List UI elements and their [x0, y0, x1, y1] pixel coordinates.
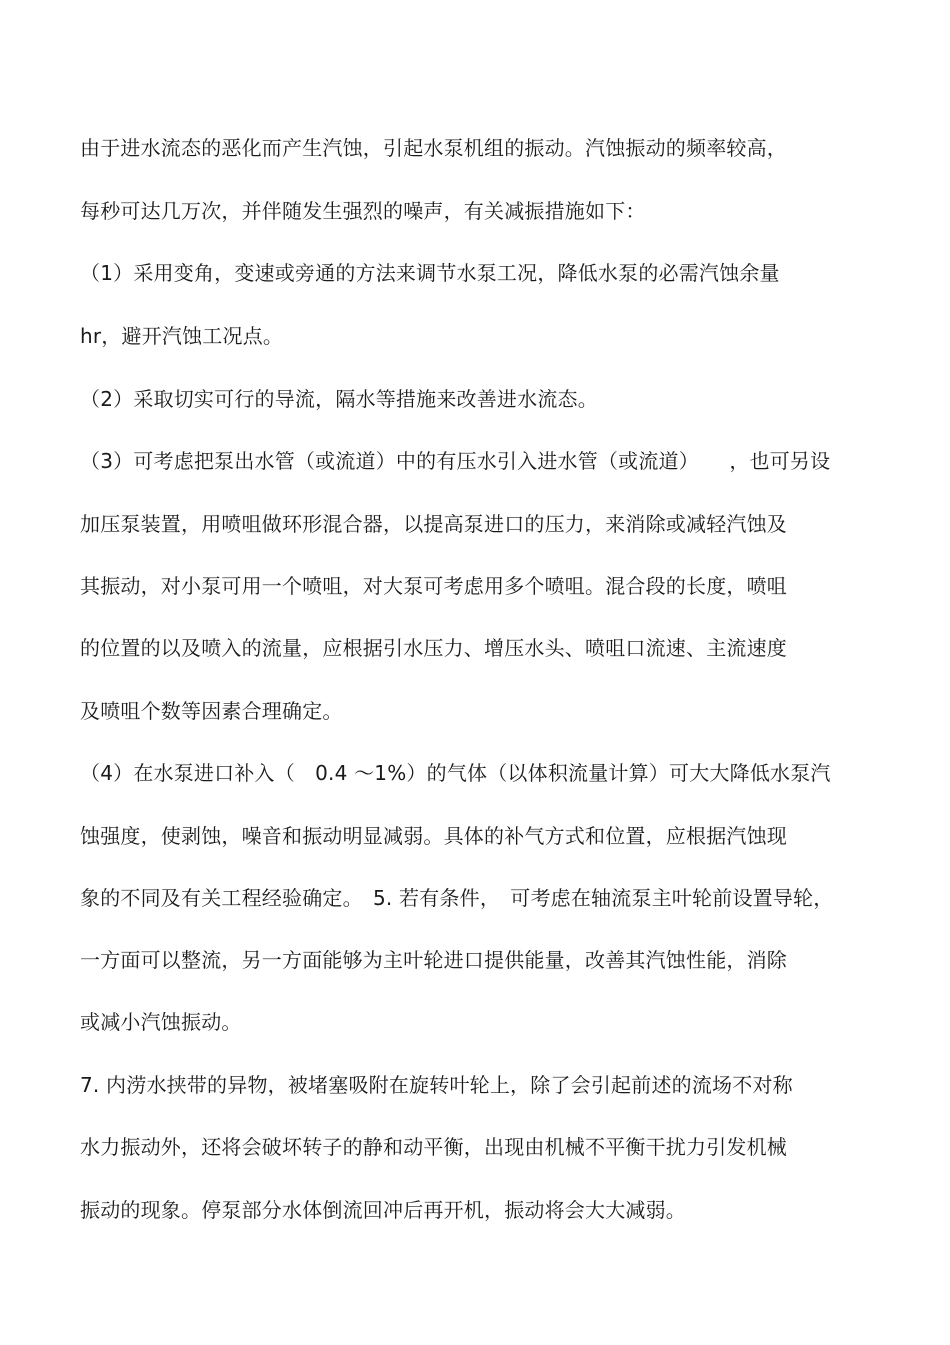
text-line: （2）采取切实可行的导流，隔水等措施来改善进水流态。 — [80, 387, 598, 411]
text-line: 或减小汽蚀振动。 — [80, 1010, 242, 1034]
text-line: （4）在水泵进口补入（ 0.4 ～1%）的气体（以体积流量计算）可大大降低水泵汽 — [80, 761, 831, 785]
text-line: 一方面可以整流，另一方面能够为主叶轮进口提供能量，改善其汽蚀性能，消除 — [80, 948, 787, 972]
text-line: 其振动，对小泵可用一个喷咀，对大泵可考虑用多个喷咀。混合段的长度，喷咀 — [80, 574, 787, 598]
text-line: 7. 内涝水挟带的异物，被堵塞吸附在旋转叶轮上，除了会引起前述的流场不对称 — [80, 1073, 793, 1097]
text-line: 象的不同及有关工程经验确定。 5. 若有条件， 可考虑在轴流泵主叶轮前设置导轮， — [80, 886, 834, 910]
text-line: 的位置的以及喷入的流量，应根据引水压力、增压水头、喷咀口流速、主流速度 — [80, 636, 787, 660]
text-line: 蚀强度，使剥蚀，噪音和振动明显减弱。具体的补气方式和位置，应根据汽蚀现 — [80, 824, 787, 848]
text-line: 及喷咀个数等因素合理确定。 — [80, 699, 343, 723]
text-line: （1）采用变角，变速或旁通的方法来调节水泵工况，降低水泵的必需汽蚀余量 — [80, 261, 780, 285]
text-line: 水力振动外，还将会破坏转子的静和动平衡，出现由机械不平衡干扰力引发机械 — [80, 1135, 787, 1159]
text-line: 每秒可达几万次，并伴随发生强烈的噪声，有关减振措施如下： — [80, 199, 646, 223]
text-line: 加压泵装置，用喷咀做环形混合器，以提高泵进口的压力，来消除或减轻汽蚀及 — [80, 512, 787, 536]
text-line: hr，避开汽蚀工况点。 — [80, 324, 284, 348]
text-line: 振动的现象。停泵部分水体倒流回冲后再开机，振动将会大大减弱。 — [80, 1198, 686, 1222]
text-line: （3）可考虑把泵出水管（或流道）中的有压水引入进水管（或流道） ，也可另设 — [80, 449, 831, 473]
text-line: 由于进水流态的恶化而产生汽蚀，引起水泵机组的振动。汽蚀振动的频率较高， — [80, 136, 787, 160]
